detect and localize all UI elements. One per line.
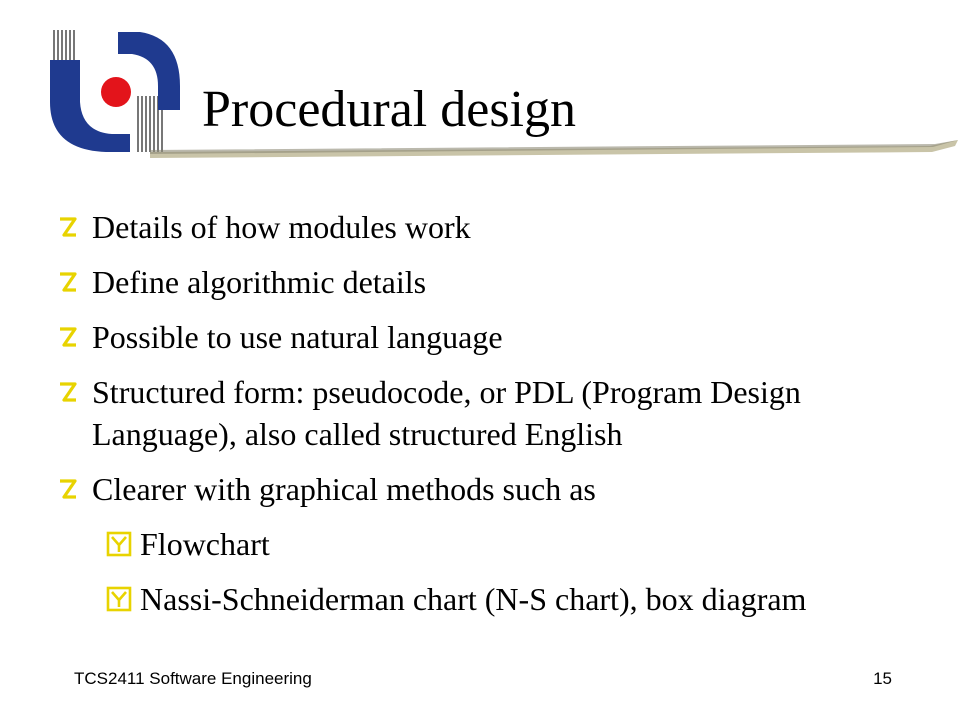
z-glyph-bullet-icon [58,316,92,358]
z-glyph-bullet-icon [58,371,92,413]
slide-title: Procedural design [202,81,577,138]
bullet-text: Clearer with graphical methods such as [92,471,596,507]
sub-bullet-text: Nassi-Schneiderman chart (N-S chart), box diagram [140,581,807,617]
sub-bullet-item [106,578,918,620]
footer-page-number: 15 [873,669,892,688]
bullet-text: Details of how modules work [92,209,471,245]
z-glyph-bullet-icon [58,206,92,248]
bullet-text: Define algorithmic details [92,264,427,300]
bullet-item [58,371,918,455]
footer-course: TCS2411 Software Engineering [74,669,312,688]
sub-bullet-item [106,523,918,565]
boxed-y-bullet-icon [106,523,140,565]
bullet-item [58,468,918,510]
z-glyph-bullet-icon [58,468,92,510]
boxed-y-bullet-icon [106,578,140,620]
bullet-text: Possible to use natural language [92,319,503,355]
bullet-list [58,206,918,633]
z-glyph-bullet-icon [58,261,92,303]
bullet-text: Structured form: pseudocode, or PDL (Program Design Language), also called structured English [92,374,801,452]
bullet-item [58,261,918,303]
bullet-item [58,206,918,248]
sub-bullet-text: Flowchart [140,526,270,562]
bullet-item [58,316,918,358]
